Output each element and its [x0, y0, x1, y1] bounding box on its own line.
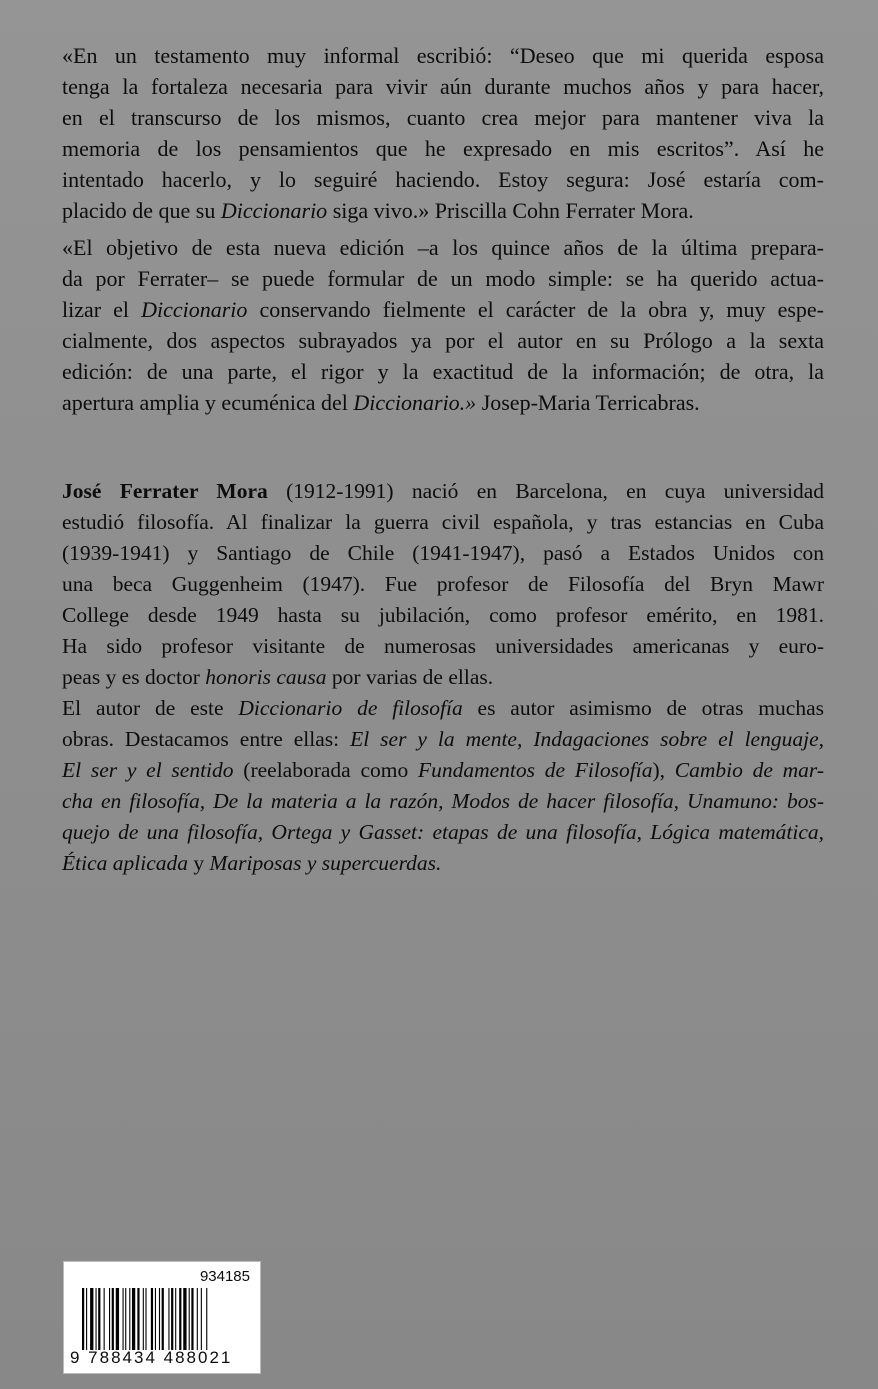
barcode-bar	[189, 1288, 190, 1350]
barcode-bar	[175, 1288, 176, 1350]
barcode-bar	[98, 1288, 100, 1350]
barcode-bar	[132, 1288, 135, 1350]
bio-line: College desde 1949 hasta su jubilación, como profesor emérito, en 1981.	[62, 603, 824, 627]
barcode-bar	[201, 1288, 202, 1350]
quote2-line: edición: de una parte, el rigor y la exactitud de la información; de otra, la	[62, 359, 824, 384]
quote-josep-maria-terricabras	[62, 232, 824, 418]
bio-line: peas y es doctor honoris causa por varias de ellas.	[62, 665, 494, 689]
barcode-bar	[137, 1288, 139, 1350]
quote1-line: en el transcurso de los mismos, cuanto crea mejor para mantener viva la	[62, 105, 824, 130]
barcode-bar	[125, 1288, 126, 1350]
author-biography	[62, 476, 824, 879]
quote2-line: apertura amplia y ecuménica del Diccionario.» Josep-Maria Terricabras.	[62, 390, 700, 415]
barcode-label	[63, 1261, 261, 1374]
quote1-line: intentado hacerlo, y lo seguiré haciendo. Estoy segura: José estaría com-	[62, 167, 824, 192]
quote1-line: tenga la fortaleza necesaria para vivir aún durante muchos años y para hacer,	[62, 74, 824, 99]
barcode-bar	[143, 1288, 144, 1350]
bio-line: obras. Destacamos entre ellas: El ser y la mente, Indagaciones sobre el lenguaje,	[62, 727, 824, 751]
quote2-line: da por Ferrater– se puede formular de un modo simple: se ha querido actua-	[62, 266, 824, 291]
bio-line: José Ferrater Mora (1912-1991) nació en Barcelona, en cuya universidad	[62, 479, 824, 503]
barcode-bar	[116, 1288, 119, 1350]
barcode-bar	[129, 1288, 130, 1350]
barcode-bar	[109, 1288, 110, 1350]
bio-line: cha en filosofía, De la materia a la razón, Modos de hacer filosofía, Unamuno: bos-	[62, 789, 824, 813]
barcode-bar	[206, 1288, 207, 1350]
quote2-line: cialmente, dos aspectos subrayados ya por el autor en su Prólogo a la sexta	[62, 328, 824, 353]
quote2-line: «El objetivo de esta nueva edición –a los quince años de la última prepara-	[62, 235, 824, 260]
barcode-bar	[104, 1288, 105, 1350]
bio-line: Ética aplicada y Mariposas y supercuerdas.	[62, 851, 442, 875]
barcode-bar	[96, 1288, 97, 1350]
bio-line: quejo de una filosofía, Ortega y Gasset: etapas de una filosofía, Lógica matemática,	[62, 820, 824, 844]
barcode-bar	[90, 1288, 93, 1350]
quote1-line: «En un testamento muy informal escribió: “Deseo que mi querida esposa	[62, 43, 824, 68]
barcode-code-top: 934185	[199, 1268, 250, 1285]
quote-priscilla-cohn	[62, 40, 824, 226]
barcode-bar	[123, 1288, 124, 1350]
barcode-bar	[82, 1288, 84, 1350]
barcode-bar	[191, 1288, 193, 1350]
bio-line: una beca Guggenheim (1947). Fue profesor de Filosofía del Bryn Mawr	[62, 572, 824, 596]
bio-line: Ha sido profesor visitante de numerosas universidades americanas y euro-	[62, 634, 824, 658]
barcode-bar	[151, 1288, 153, 1350]
barcode-bar	[159, 1288, 160, 1350]
barcode-bar	[86, 1288, 87, 1350]
quote1-line: memoria de los pensamientos que he expresado en mis escritos”. Así he	[62, 136, 824, 161]
bio-line: (1939-1941) y Santiago de Chile (1941-1947), pasó a Estados Unidos con	[62, 541, 824, 565]
barcode-bar	[162, 1288, 164, 1350]
bio-line: estudió filosofía. Al finalizar la guerra civil española, y tras estancias en Cuba	[62, 510, 824, 534]
barcode-bar	[145, 1288, 146, 1350]
barcode-bar	[112, 1288, 114, 1350]
barcode-bar	[155, 1288, 156, 1350]
quote1-line: placido de que su Diccionario siga vivo.» Priscilla Cohn Ferrater Mora.	[62, 198, 694, 223]
quote2-line: lizar el Diccionario conservando fielmente el carácter de la obra y, muy espe-	[62, 297, 824, 322]
barcode-bars	[82, 1288, 247, 1350]
barcode-isbn: 9 788434 488021	[70, 1348, 233, 1367]
barcode-bar	[171, 1288, 173, 1350]
barcode-bar	[183, 1288, 186, 1350]
barcode-bar	[179, 1288, 181, 1350]
barcode-bar	[168, 1288, 169, 1350]
barcode-bar	[197, 1288, 198, 1350]
bio-line: El autor de este Diccionario de filosofía es autor asimismo de otras muchas	[62, 696, 824, 720]
bio-line: El ser y el sentido (reelaborada como Fundamentos de Filosofía), Cambio de mar-	[62, 758, 824, 782]
